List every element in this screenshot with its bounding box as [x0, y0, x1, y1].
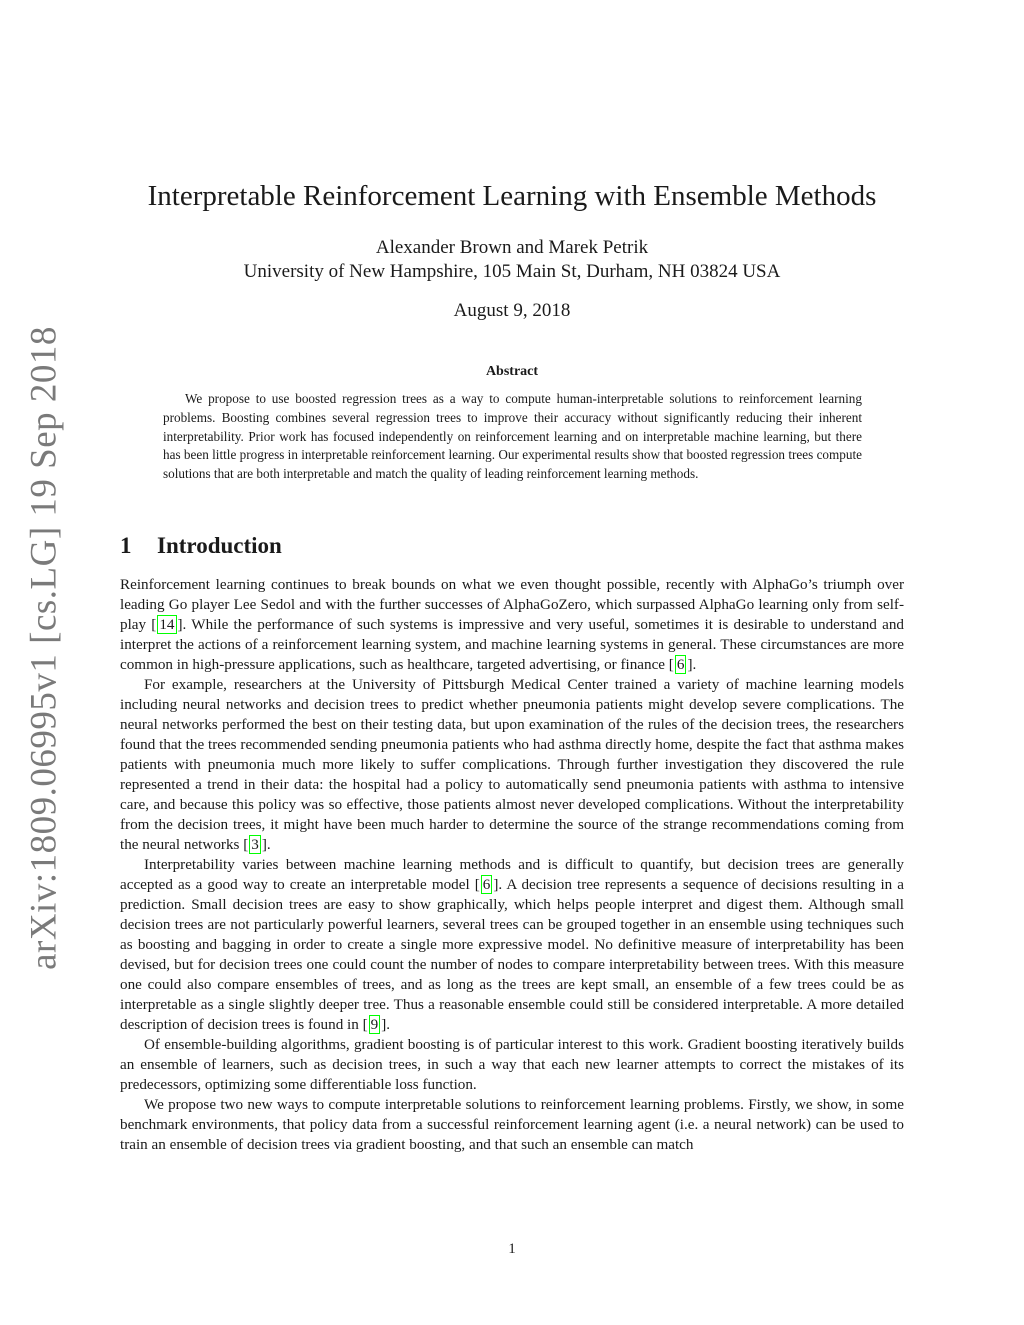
- paper-title: Interpretable Reinforcement Learning with Ensemble Methods: [147, 180, 877, 212]
- paragraph-text: ]. A decision tree represents a sequence of decisions resulting in a prediction. Small decision trees are easy to show graphically, which helps people interpret and digest them. Although small decision trees are not particularly powerful learners, several trees can be grouped together in an ensemble using techniques such as boosting and bagging in order to create a single more expressive model. No definitive measure of interpretability has been devised, but for decision trees one could count the number of nodes to compare interpretability between trees. With this measure one could also compare ensembles of trees, and as long as the trees are kept small, an ensemble of a few trees could be as interpretable as a single slightly deeper tree. Thus a reasonable ensemble could still be considered interpretable. A more detailed description of decision trees is found in [: [120, 876, 904, 1033]
- paragraph-text: Reinforcement learning continues to break bounds on what we even thought possible, recently with AlphaGo’s triumph over leading Go player Lee Sedol and with the further successes of AlphaGoZero, which surpassed AlphaGo learning only from self-play [: [120, 576, 904, 633]
- author-block: [0, 236, 1024, 284]
- section-heading: [120, 531, 282, 561]
- section-title: Introduction: [157, 533, 282, 558]
- paragraph-text: Interpretability varies between machine learning methods and is difficult to quantify, but decision trees are generally accepted as a good way to create an interpretable model [: [120, 856, 904, 893]
- author-affiliation: University of New Hampshire, 105 Main St, Durham, NH 03824 USA: [243, 261, 781, 282]
- citation-link[interactable]: 6: [676, 656, 685, 673]
- paragraph: We propose two new ways to compute interpretable solutions to reinforcement learning problems. Firstly, we show, in some benchmark environments, that policy data from a successful reinforcement learning agent (i.e. a neural network) can be used to train an ensemble of decision trees via gradient boosting, and that such an ensemble can match: [120, 1096, 904, 1153]
- arxiv-identifier: arXiv:1809.06995v1 [cs.LG] 19 Sep 2018: [23, 326, 65, 970]
- paragraph-text: ].: [687, 656, 697, 673]
- citation-link[interactable]: 3: [251, 836, 259, 853]
- paragraph: [120, 675, 904, 855]
- paragraph: [120, 575, 904, 675]
- paragraph-text: ]. While the performance of such systems is impressive and very useful, sometimes it is desirable to understand and interpret the actions of a reinforcement learning system, and machine learning systems in general. These circumstances are more common in high-pressure applications, such as healthcare, targeted advertising, or finance [: [120, 616, 904, 673]
- author-names: Alexander Brown and Marek Petrik: [375, 237, 649, 258]
- page-number: 1: [508, 1241, 516, 1257]
- introduction-body: [120, 575, 904, 1155]
- citation-link[interactable]: 9: [370, 1016, 379, 1033]
- citation-link[interactable]: 6: [482, 876, 491, 893]
- paragraph: Of ensemble-building algorithms, gradient boosting is of particular interest to this work. Gradient boosting iteratively builds an ensemble of learners, such as decision trees, in such a way that each new learner attempts to correct the mistakes of its predecessors, optimizing some differentiable loss function.: [120, 1036, 904, 1093]
- paragraph-text: ].: [261, 836, 271, 853]
- paragraph: [120, 855, 904, 1035]
- citation-link[interactable]: 14: [159, 616, 175, 633]
- section-number: 1: [120, 533, 132, 558]
- paper-date: August 9, 2018: [453, 300, 571, 321]
- paragraph-text: ].: [381, 1016, 391, 1033]
- abstract-text: We propose to use boosted regression trees as a way to compute human-interpretable solutions to reinforcement learning problems. Boosting combines several regression trees to improve their accuracy without significantly reducing their inherent interpretability. Prior work has focused independently on reinforcement learning and on interpretable machine learning, but there has been little progress in interpretable reinforcement learning. Our experimental results show that boosted regression trees compute solutions that are both interpretable and match the quality of leading reinforcement learning methods.: [163, 391, 862, 482]
- paragraph-text: For example, researchers at the University of Pittsburgh Medical Center trained a variety of machine learning models including neural networks and decision trees to predict whether pneumonia patients might develop severe complications. The neural networks performed the best on their testing data, but upon examination of the rules of the decision trees, the researchers found that the trees recommended sending pneumonia patients who had asthma directly home, despite the fact that asthma makes patients with pneumonia much more likely to suffer complications. Through further investigation they discovered the rule represented a trend in their data: the hospital had a policy to automatically send pneumonia patients with asthma to intensive care, and because this policy was so effective, those patients almost never developed complications. Without the interpretability from the decision trees, it might have been much harder to determine the source of the strange recommendations coming from the neural networks [: [120, 676, 904, 853]
- abstract-heading: Abstract: [485, 364, 539, 379]
